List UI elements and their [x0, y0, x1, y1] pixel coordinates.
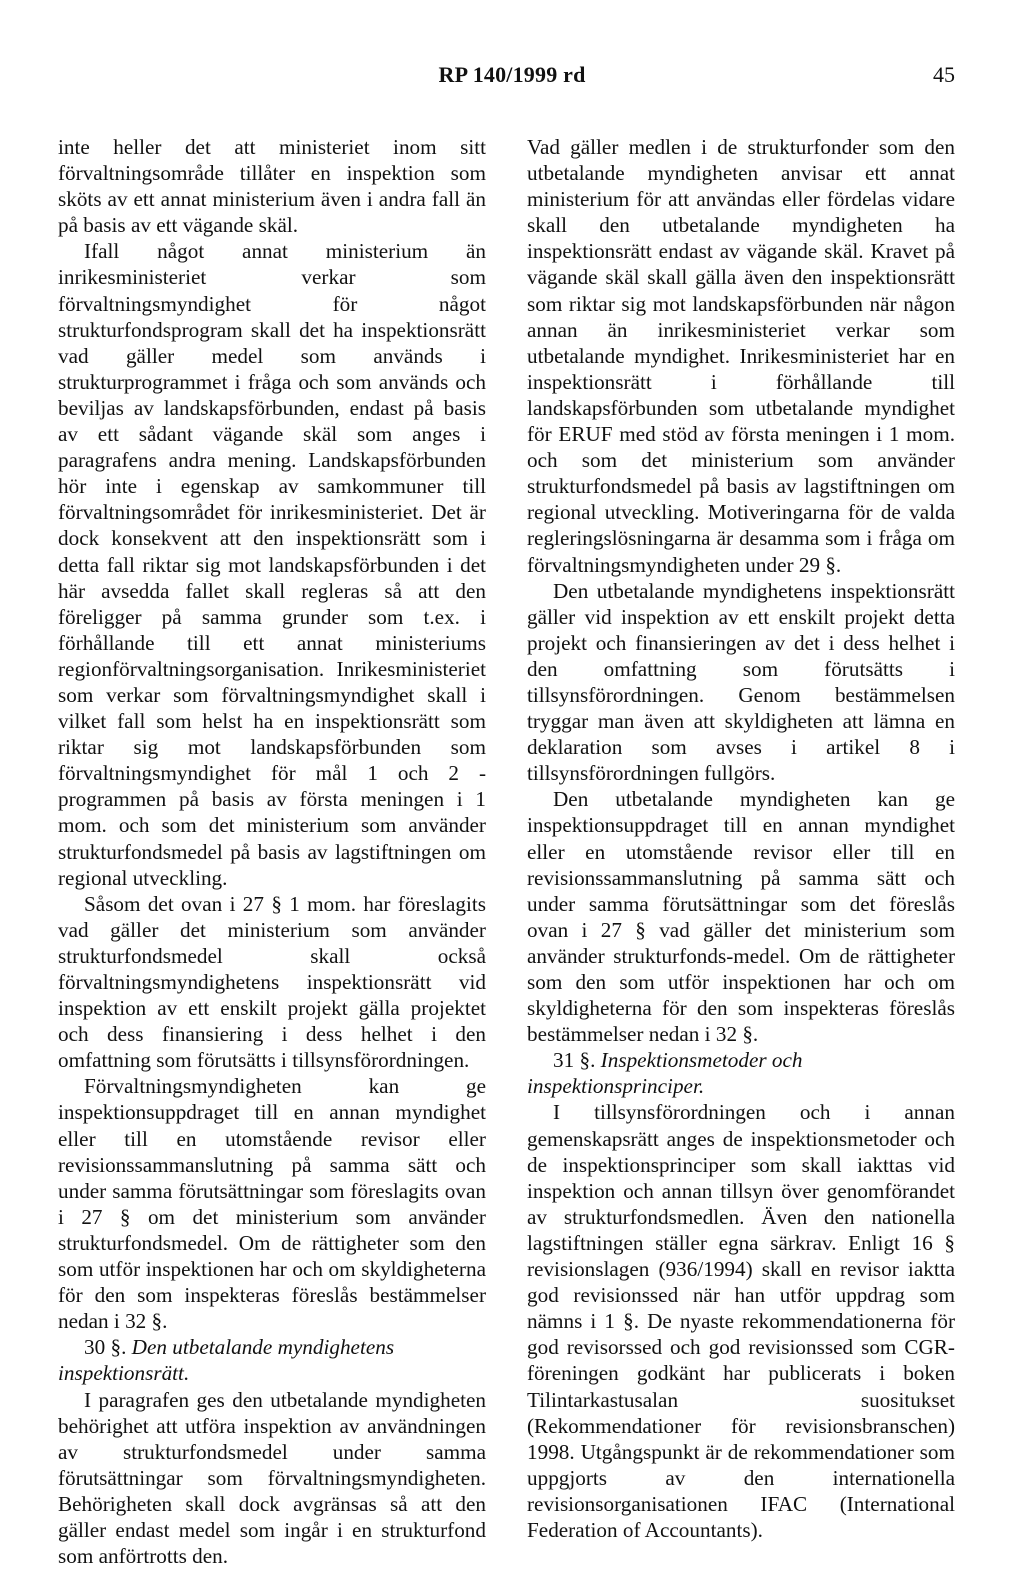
- section-heading-31: [527, 1047, 955, 1099]
- paragraph: I tillsynsförordningen och i annan gemenskapsrätt anges de inspektionsmetoder och de inspektionsprinciper som skall iakttas vid inspektion och annan tillsyn över genomförandet av strukturfondsmedlen. Även den nationella lagstiftningen ställer egna särkrav. Enligt 16 § revisionslagen (936/1994) skall en revisor iaktta god revisionssed när han utför uppdrag som nämns i 1 §. De nyaste rekommendationerna för god revisorssed och god revisionssed som CGR-föreningen godkänt har publicerats i boken Tilintarkastusalan suositukset (Rekommendationer för revisionsbranschen) 1998. Utgångspunkt är de rekommendationer som uppgjorts av den internationella revisionsorganisationen IFAC (International Federation of Accountants).: [527, 1099, 955, 1543]
- paragraph: Den utbetalande myndigheten kan ge inspektionsuppdraget till en annan myndighet eller en utomstående revisor eller till en revisionssammanslutning på samma sätt och under samma förutsättningar som det föreslås ovan i 27 § vad gäller det ministerium som använder strukturfonds-medel. Om de rättigheter som den som utför inspektionen har och om skyldigheterna för den som inspekteras föreslås bestämmelser nedan i 32 §.: [527, 786, 955, 1047]
- page-number: 45: [933, 62, 955, 88]
- paragraph: inte heller det att ministeriet inom sitt förvaltningsområde tillåter en inspektion som sköts av ett annat ministerium även i andra fall än på basis av ett vägande skäl.: [58, 134, 486, 238]
- section-number: 30 §.: [84, 1335, 126, 1359]
- section-title: Den utbetalande myndighetens inspektionsrätt.: [58, 1335, 394, 1385]
- document-title: RP 140/1999 rd: [0, 62, 1024, 88]
- paragraph: Vad gäller medlen i de strukturfonder som den utbetalande myndigheten anvisar ett annat ministerium för att användas eller fördelas vidare skall den utbetalande myndigheten ha inspektionsrätt endast av vägande skäl. Kravet på vägande skäl skall gälla även den inspektionsrätt som riktar sig mot landskapsförbunden när någon annan än inrikesministeriet verkar som utbetalande myndighet. Inrikesministeriet har en inspektionsrätt i förhållande till landskapsförbunden som utbetalande myndighet för ERUF med stöd av första meningen i 1 mom. och som det ministerium som använder strukturfondsmedel på basis av lagstiftningen om regional utveckling. Motiveringarna för de valda regleringslösningarna är desamma som i fråga om förvaltningsmyndigheten under 29 §.: [527, 134, 955, 578]
- paragraph: I paragrafen ges den utbetalande myndigheten behörighet att utföra inspektion av användningen av strukturfondsmedel under samma förutsättningar som förvaltningsmyndigheten. Behörigheten skall dock avgränsas så att den gäller endast medel som ingår i en strukturfond som anförtrotts den.: [58, 1387, 486, 1569]
- paragraph: Ifall något annat ministerium än inrikesministeriet verkar som förvaltningsmyndighet för något strukturfondsprogram skall det ha inspektionsrätt vad gäller medel som används i strukturprogrammet i fråga och som används och beviljas av landskapsförbunden, endast på basis av ett sådant vägande skäl som anges i paragrafens andra mening. Landskapsförbunden hör inte i egenskap av samkommuner till förvaltningsområdet för inrikesministeriet. Det är dock konsekvent att den inspektionsrätt som i detta fall riktar sig mot landskapsförbunden i det här avsedda fallet skall regleras så att den föreligger på samma grunder som t.ex. i förhållande till ett annat ministeriums regionförvaltningsorganisation. Inrikesministeriet som verkar som förvaltningsmyndighet skall i vilket fall som helst ha en inspektionsrätt som riktar sig mot landskapsförbunden som förvaltningsmyndighet för mål 1 och 2 -programmen på basis av första meningen i 1 mom. och som det ministerium som använder strukturfondsmedel på basis av lagstiftningen om regional utveckling.: [58, 238, 486, 890]
- section-number: 31 §.: [553, 1048, 595, 1072]
- paragraph: Den utbetalande myndighetens inspektionsrätt gäller vid inspektion av ett enskilt projekt detta projekt och finansieringen av det i dess helhet i den omfattning som förutsätts i tillsynsförordningen. Genom bestämmelsen tryggar man även att skyldigheten att lämna en deklaration som avses i artikel 8 i tillsynsförordningen fullgörs.: [527, 578, 955, 787]
- paragraph: Förvaltningsmyndigheten kan ge inspektionsuppdraget till en annan myndighet eller till en utomstående revisor eller revisionssammanslutning på samma sätt och under samma förutsättningar som föreslagits ovan i 27 § om det ministerium som använder strukturfondsmedel. Om de rättigheter som den som utför inspektionen har och om skyldigheterna för den som inspekteras föreslås bestämmelser nedan i 32 §.: [58, 1073, 486, 1334]
- section-heading-30: [58, 1334, 486, 1386]
- section-title: Inspektionsmetoder och inspektionsprinciper.: [527, 1048, 803, 1098]
- right-column: [527, 134, 955, 1543]
- page-header: [0, 62, 1024, 92]
- left-column: [58, 134, 486, 1569]
- paragraph: Såsom det ovan i 27 § 1 mom. har föreslagits vad gäller det ministerium som använder strukturfondsmedel skall också förvaltningsmyndighetens inspektionsrätt vid inspektion av ett enskilt projekt gälla projektet och dess finansiering i dess helhet i den omfattning som förutsätts i tillsynsförordningen.: [58, 891, 486, 1074]
